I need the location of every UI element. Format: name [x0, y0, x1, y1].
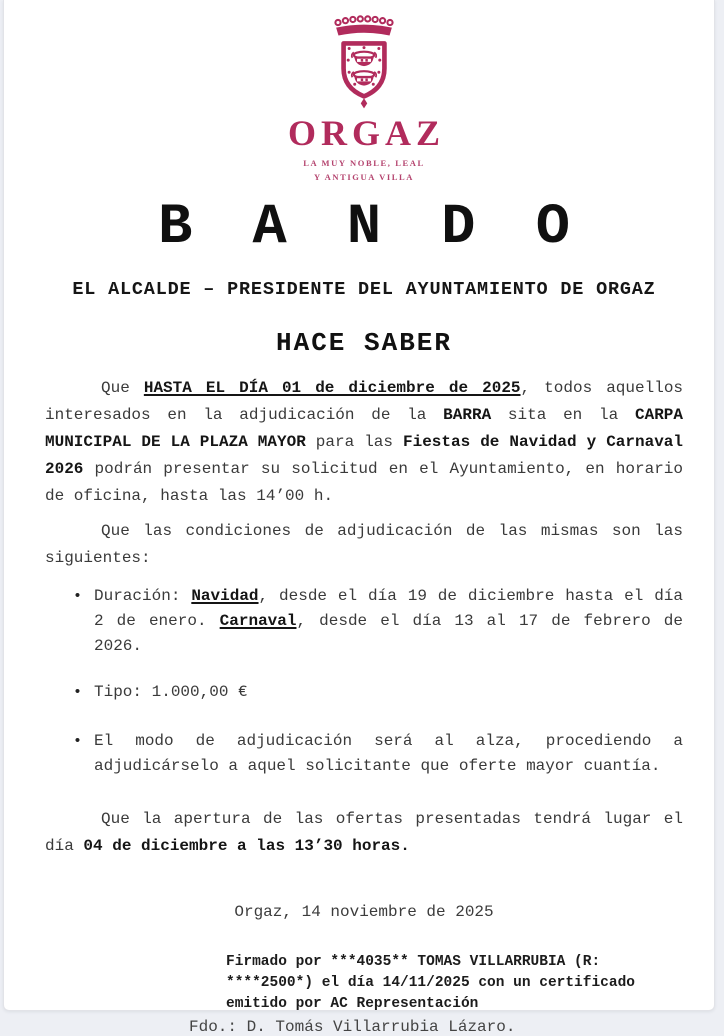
- document-title: B A N D O: [158, 196, 583, 261]
- p1-post: podrán presentar su solicitud en el Ayuntamiento, en horario de oficina, hasta las 14’00 h.: [45, 460, 683, 506]
- p1-carpa: CARPA MUNICIPAL DE LA PLAZA MAYOR: [45, 406, 683, 452]
- signature-line-2: ****2500*) el día 14/11/2025 con un certificado: [226, 975, 635, 992]
- signature-line-1: Firmado por ***4035** TOMAS VILLARRUBIA (R:: [226, 954, 601, 971]
- p1-deadline-phrase: HASTA EL DÍA 01 de diciembre de 2025: [143, 379, 521, 398]
- issuer-line: EL ALCALDE – PRESIDENTE DEL AYUNTAMIENTO DE ORGAZ: [72, 279, 656, 301]
- document-header: [45, 0, 683, 184]
- municipality-name: ORGAZ: [287, 113, 445, 153]
- list-item-text: El modo de adjudicación será al alza, procediendo a adjudicárselo a aquel solicitante que oferte mayor cuantía.: [94, 732, 683, 776]
- p3-pre: Que la apertura de las ofertas presentadas tendrá lugar el día: [45, 810, 683, 856]
- signer-name-line: Fdo.: D. Tomás Villarrubia Lázaro.: [189, 1018, 516, 1036]
- list-item-modo: [45, 729, 683, 779]
- place-date-line: Orgaz, 14 noviembre de 2025: [234, 903, 494, 922]
- b1-post: , desde el día 13 al 17 de febrero de 2026.: [94, 612, 684, 656]
- p3-fecha-apertura: 04 de diciembre a las 13’30 horas.: [83, 837, 410, 856]
- bullet-icon: •: [73, 733, 83, 751]
- motto-line-1: LA MUY NOBLE, LEAL: [303, 158, 425, 168]
- p1-fiestas: Fiestas de Navidad y Carnaval 2026: [45, 433, 684, 479]
- paragraph-deadline: [45, 375, 683, 510]
- list-item-text: [94, 584, 683, 659]
- b1-pre: Duración:: [94, 587, 192, 606]
- p1-pre: Que: [101, 379, 144, 398]
- document-page: [3, 0, 715, 1036]
- list-item-duracion: [45, 584, 683, 659]
- municipality-motto: [45, 156, 683, 184]
- p1-barra: BARRA: [443, 406, 492, 425]
- bullet-icon: •: [73, 684, 83, 702]
- digital-signature-block: [226, 952, 683, 1015]
- paragraph-conditions-intro: Que las condiciones de adjudicación de las mismas son las siguientes:: [45, 522, 683, 568]
- conditions-list: [45, 584, 683, 779]
- list-item-tipo: [45, 680, 683, 705]
- b1-navidad: Navidad: [191, 587, 259, 606]
- bullet-icon: •: [73, 588, 83, 606]
- p1-mid2: sita en la: [491, 406, 635, 425]
- b1-mid: , desde el día 19 de diciembre hasta el día 2 de enero.: [94, 587, 683, 631]
- signature-line-3: emitido por AC Representación: [226, 996, 479, 1013]
- list-item-text: Tipo: 1.000,00 €: [94, 683, 248, 702]
- orgaz-crest-icon: [316, 10, 412, 114]
- paragraph-apertura: [45, 806, 683, 860]
- p1-mid3: para las: [305, 433, 403, 452]
- p1-mid1: , todos aquellos interesados en la adjudicación de la: [45, 379, 684, 425]
- motto-line-2: Y ANTIGUA VILLA: [313, 172, 415, 183]
- hace-saber-heading: HACE SABER: [275, 328, 453, 359]
- b1-carnaval: Carnaval: [219, 612, 297, 631]
